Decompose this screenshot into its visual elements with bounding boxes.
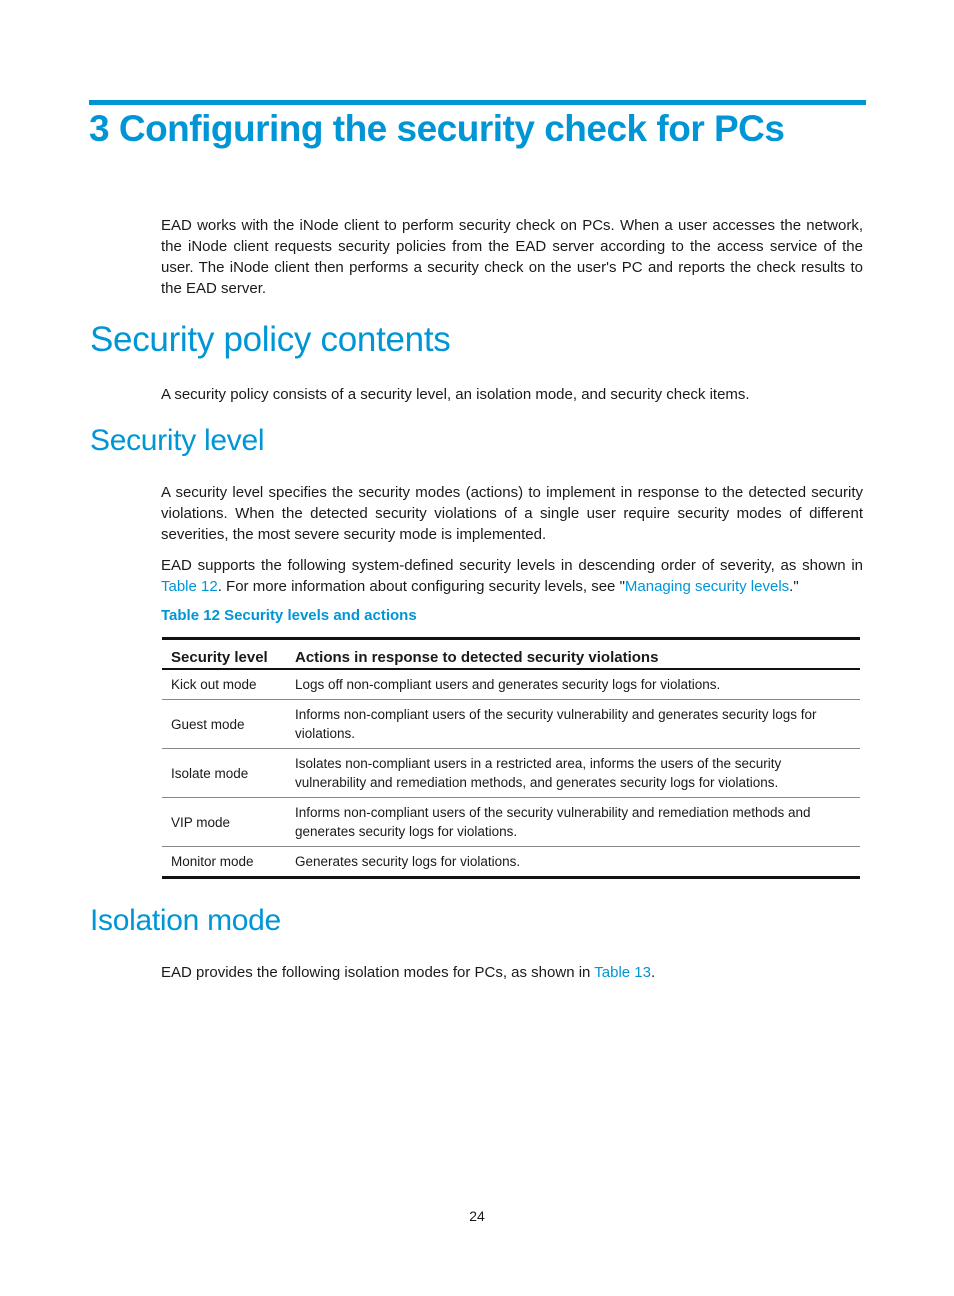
section-title-security-level: Security level [90,424,265,457]
table-cell-action: Informs non-compliant users of the security vulnerability and generates security logs for violations. [295,707,817,741]
paragraph-text: . [651,964,656,981]
table-header-row [162,640,860,670]
header-security-level: Security level [171,649,268,666]
table-12-link[interactable]: Table 12 [161,578,218,595]
table-row [162,798,860,847]
chapter-rule [89,100,866,105]
security-level-paragraph-2 [161,555,863,597]
paragraph-text: EAD provides the following isolation modes for PCs, as shown in [161,964,595,981]
header-actions: Actions in response to detected security violations [295,649,659,666]
table-cell-level: Guest mode [171,716,245,732]
table-cell-action: Informs non-compliant users of the security vulnerability and remediation methods and generates security logs for violations. [295,805,811,839]
paragraph-text: ." [789,578,799,595]
section-title-security-policy-contents: Security policy contents [90,320,451,359]
section-title-isolation-mode: Isolation mode [90,904,281,937]
table-row [162,700,860,749]
paragraph-text: EAD supports the following system-defined security levels in descending order of severity, as shown in [161,557,863,574]
table-cell-level: Kick out mode [171,677,257,692]
security-levels-table [162,637,860,879]
isolation-mode-paragraph [161,962,863,983]
table-cell-level: VIP mode [171,814,231,830]
managing-security-levels-link[interactable]: Managing security levels [624,578,790,595]
security-policy-paragraph: A security policy consists of a security level, an isolation mode, and security check items. [161,386,750,403]
table-row [162,670,860,700]
table-13-link[interactable]: Table 13 [594,964,651,981]
table-cell-level: Monitor mode [171,854,254,869]
chapter-title: 3 Configuring the security check for PCs [89,108,785,149]
table-row [162,749,860,798]
table-12-caption: Table 12 Security levels and actions [161,607,417,624]
table-cell-action: Isolates non-compliant users in a restricted area, informs the users of the security vulnerability and remediation methods, and generates security logs for violations. [295,756,782,790]
table-cell-action: Generates security logs for violations. [295,854,521,869]
table-cell-action: Logs off non-compliant users and generates security logs for violations. [295,677,721,692]
page-number: 24 [469,1208,485,1224]
table-cell-level: Isolate mode [171,765,249,781]
intro-paragraph: EAD works with the iNode client to perform security check on PCs. When a user accesses the network, the iNode client requests security policies from the EAD server according to the access service of the user. The iNode client then performs a security check on the user's PC and reports the check results to the EAD server. [161,217,863,297]
security-level-paragraph-1: A security level specifies the security modes (actions) to implement in response to the detected security violations. When the detected security violations of a single user require security modes of different severities, the most severe security mode is implemented. [161,484,863,543]
table-row [162,847,860,876]
paragraph-text: . For more information about configuring security levels, see " [217,578,625,595]
